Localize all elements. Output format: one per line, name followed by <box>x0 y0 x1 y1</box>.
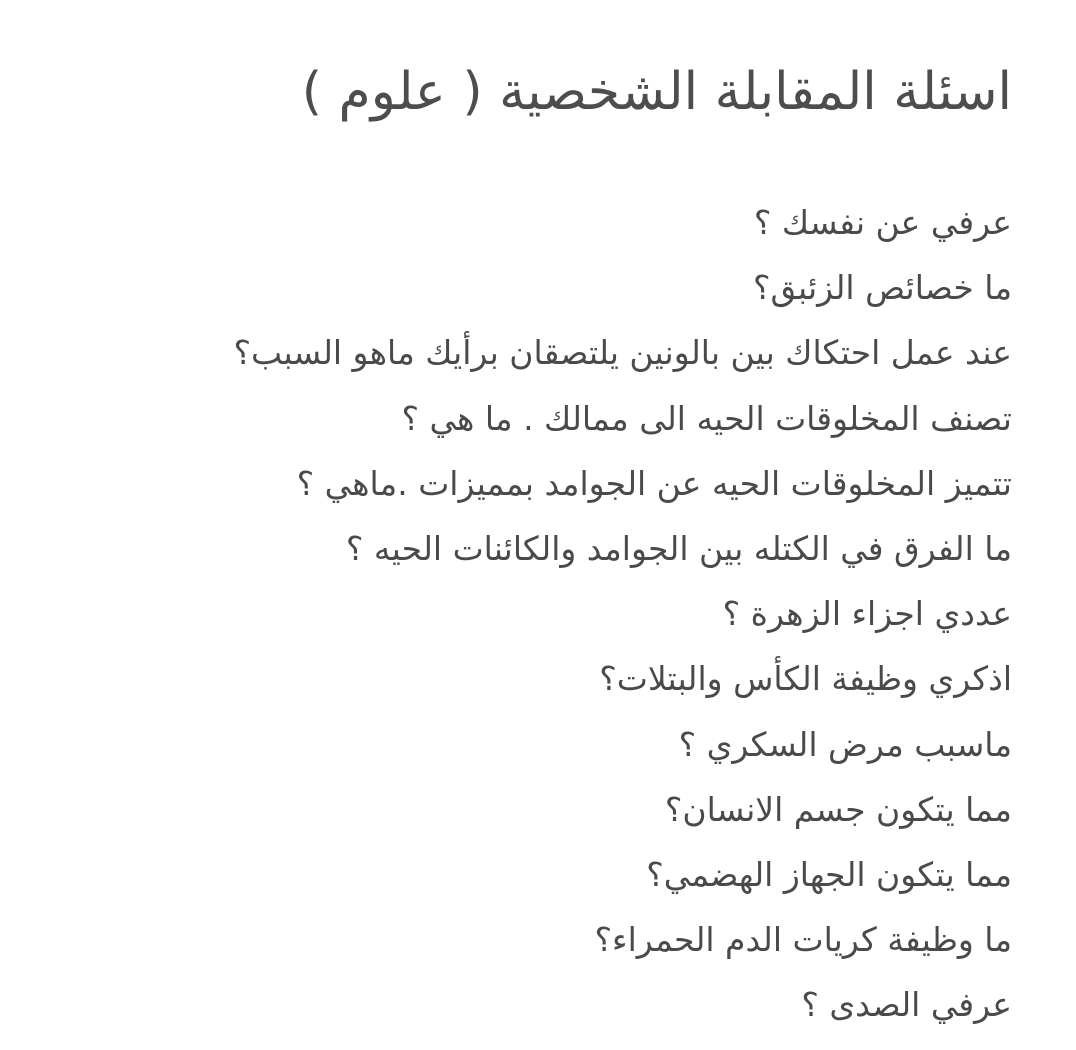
question-item: تصنف المخلوقات الحيه الى ممالك . ما هي ؟ <box>401 398 1012 438</box>
question-item: عند عمل احتكاك بين بالونين يلتصقان برأيك ماهو السبب؟ <box>233 333 1012 373</box>
question-item: مما يتكون جسم الانسان؟ <box>664 789 1012 829</box>
question-item: عرفي الصدى ؟ <box>801 985 1012 1025</box>
question-item: ماسبب مرض السكري ؟ <box>678 724 1012 764</box>
question-list <box>52 190 1012 1037</box>
question-item: ما خصائص الزئبق؟ <box>752 268 1012 308</box>
document-page <box>52 0 1012 1037</box>
question-item: اذكري وظيفة الكأس والبتلات؟ <box>599 659 1012 699</box>
question-item: عددي اجزاء الزهرة ؟ <box>722 594 1012 634</box>
question-item: ما وظيفة كريات الدم الحمراء؟ <box>594 920 1012 960</box>
question-item: عرفي عن نفسك ؟ <box>753 203 1012 242</box>
question-item: ما الفرق في الكتله بين الجوامد والكائنات الحيه ؟ <box>345 528 1012 568</box>
question-item: تتميز المخلوقات الحيه عن الجوامد بمميزات .ماهي ؟ <box>296 463 1012 503</box>
document-title: اسئلة المقابلة الشخصية ( علوم ) <box>301 62 1012 122</box>
question-item: مما يتكون الجهاز الهضمي؟ <box>646 854 1012 894</box>
